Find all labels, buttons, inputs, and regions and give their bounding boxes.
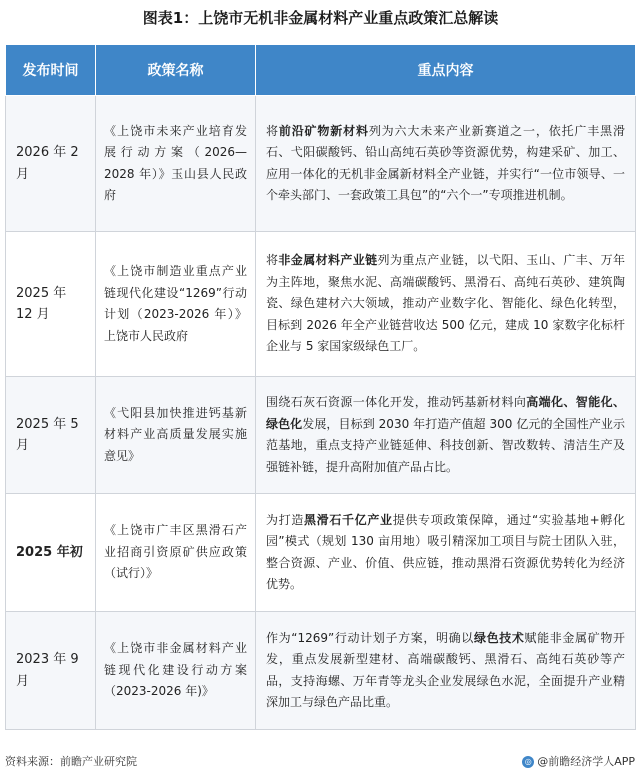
cell-policy-name: 《上饶市未来产业培育发展行动方案（2026—2028 年）》玉山县人民政府 (96, 96, 256, 232)
content-text: 将 (266, 123, 279, 138)
table-row (6, 377, 636, 494)
table-row (6, 96, 636, 232)
qianzhan-logo-icon: ◎ (522, 756, 534, 768)
table-row (6, 494, 636, 612)
content-text: 围绕石灰石资源一体化开发，推动钙基新材料向 (266, 395, 527, 409)
content-text: 提供专项政策保障，通过“实验基地+孵化园”模式（规划 130 亩用地）吸引精深加工项目与院士团队入驻，整合资源、产业、价值、供应链，推动黑滑石资源优势转化为经济优势。 (266, 512, 625, 591)
content-highlight: 高端化、智能化、绿色化 (266, 395, 625, 431)
app-credit (522, 752, 635, 772)
content-text: 发展，目标到 2030 年打造产值超 300 亿元的全国性产业示范基地，重点支持产业链延伸、科技创新、智改数转、清洁生产及强链补链，提升高附加值产品占比。 (266, 416, 625, 474)
page-title: 图表1：上饶市无机非金属材料产业重点政策汇总解读 (142, 9, 499, 27)
cell-policy-name: 《上饶市非金属材料产业链现代化建设行动方案（2023-2026 年)》 (96, 612, 256, 730)
cell-policy-name: 《上饶市广丰区黑滑石产业招商引资原矿供应政策（试行）》 (96, 494, 256, 612)
content-highlight: 绿色技术 (473, 630, 525, 645)
cell-policy-name: 《上饶市制造业重点产业链现代化建设“1269”行动计划（2023-2026 年）》上饶市人民政府 (96, 232, 256, 377)
cell-time: 2025 年初 (6, 494, 96, 612)
content-highlight: 黑滑石千亿产业 (304, 512, 393, 527)
content-highlight: 非金属材料产业链 (278, 253, 378, 268)
app-credit-text: @前瞻经济学人APP (537, 755, 635, 768)
cell-time: 2026 年 2 月 (6, 96, 96, 232)
cell-policy-name: 《弋阳县加快推进钙基新材料产业高质量发展实施意见》 (96, 377, 256, 494)
content-highlight: 前沿矿物新材料 (278, 123, 369, 138)
content-text: 列为六大未来产业新赛道之一，依托广丰黑滑石、弋阳碳酸钙、铅山高纯石英砂等资源优势，构建采矿、加工、应用一体化的无机非金属新材料全产业链，并实行“一位市领导、一个牵头部门、一套政策工具包”的“六个一”专项推进机制。 (266, 123, 625, 202)
table-row (6, 232, 636, 377)
cell-content (256, 494, 636, 612)
policy-table (5, 44, 636, 730)
cell-content (256, 96, 636, 232)
header-time: 发布时间 (6, 45, 96, 96)
cell-time: 2025 年 12 月 (6, 232, 96, 377)
content-text: 为打造 (266, 512, 305, 527)
source-note: 资料来源：前瞻产业研究院 (5, 755, 137, 768)
cell-content (256, 612, 636, 730)
cell-time: 2025 年 5 月 (6, 377, 96, 494)
cell-content (256, 377, 636, 494)
footer (5, 752, 635, 772)
content-text: 将 (266, 253, 279, 268)
table-header-row (6, 45, 636, 96)
table-row (6, 612, 636, 730)
header-key-content: 重点内容 (256, 45, 636, 96)
cell-content (256, 232, 636, 377)
content-text: 作为“1269”行动计划子方案，明确以 (266, 630, 474, 645)
cell-time: 2023 年 9 月 (6, 612, 96, 730)
content-text: 赋能非金属矿物开发，重点发展新型建材、高端碳酸钙、黑滑石、高纯石英砂等产品，支持海螺、万年青等龙头企业发展绿色水泥，全面提升产业精深加工与绿色产品比重。 (266, 630, 625, 709)
header-policy-name: 政策名称 (96, 45, 256, 96)
content-text: 列为重点产业链，以弋阳、玉山、广丰、万年为主阵地，聚焦水泥、高端碳酸钙、黑滑石、高纯石英砂、建筑陶瓷、绿色建材六大领域，推动产业数字化、智能化、绿色化转型，目标到 2026 年全产业链营收达 500 亿元，建成 10 家数字化标杆企业与 5 家国家级绿色工厂。 (266, 253, 625, 354)
